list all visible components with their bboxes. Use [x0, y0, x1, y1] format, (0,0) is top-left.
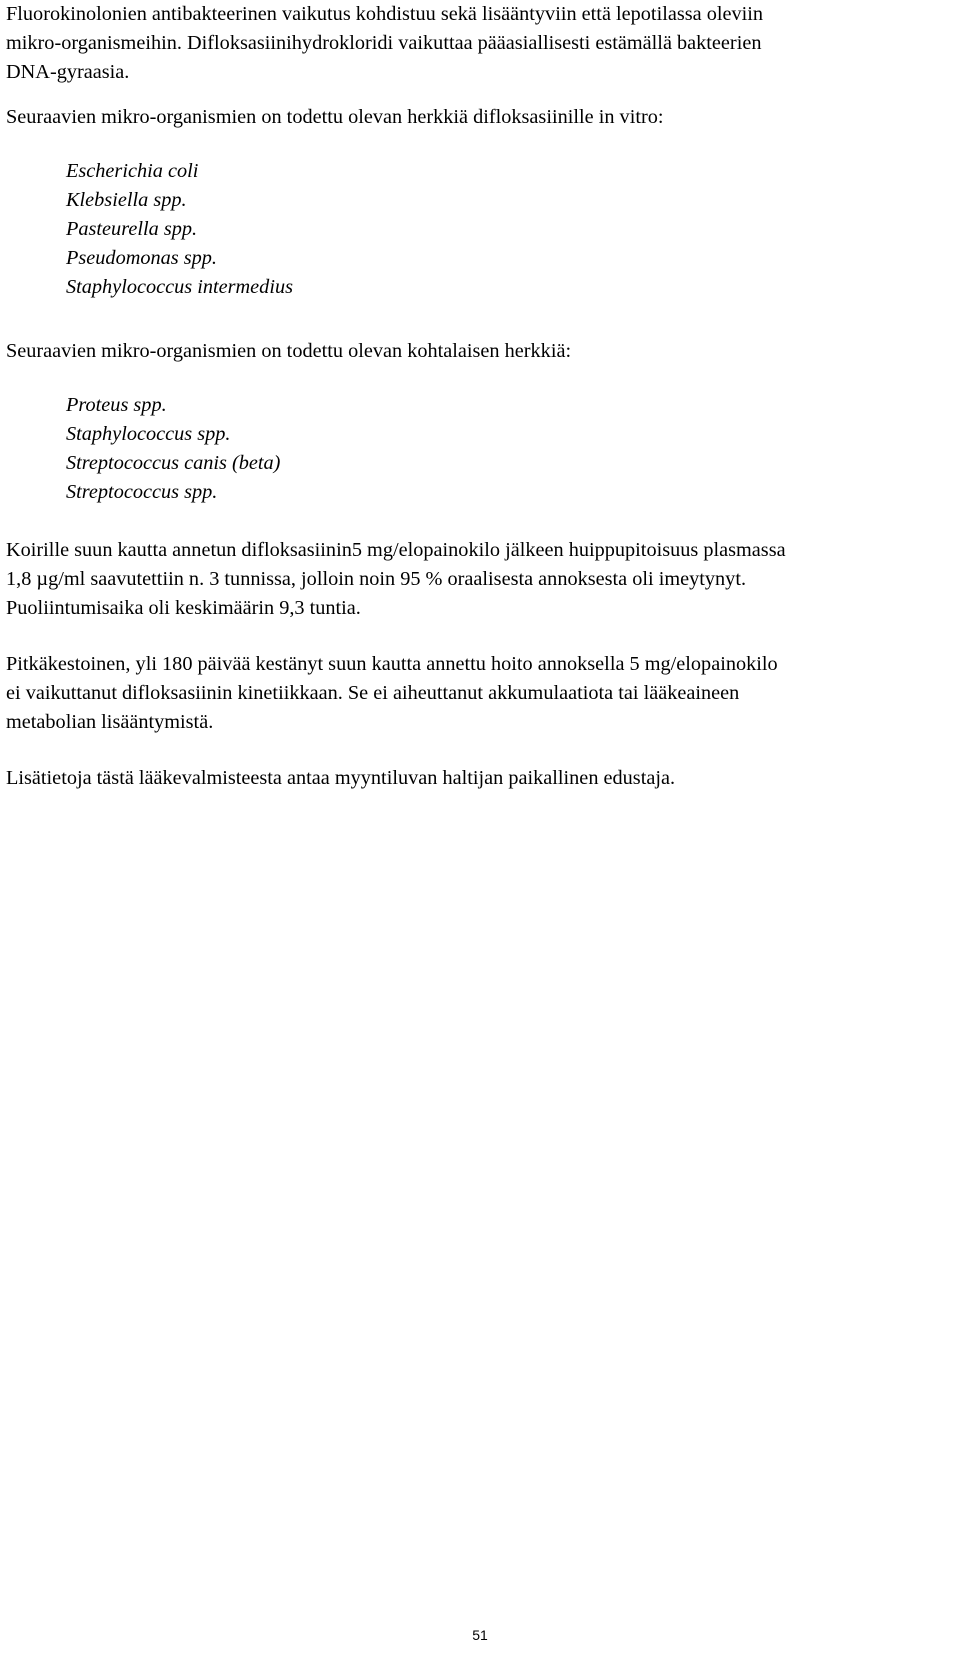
- intro-line-1: Fluorokinolonien antibakteerinen vaikutus kohdistuu sekä lisääntyviin että lepotilassa oleviin: [6, 3, 764, 25]
- more-info-paragraph: Lisätietoja tästä lääkevalmisteesta antaa myyntiluvan haltijan paikallinen edustaja.: [6, 767, 676, 789]
- pk-line-3: Puoliintumisaika oli keskimäärin 9,3 tuntia.: [6, 597, 361, 619]
- longterm-line-1: Pitkäkestoinen, yli 180 päivää kestänyt suun kautta annettu hoito annoksella 5 mg/elopainokilo: [6, 653, 778, 675]
- page-number: 51: [472, 1627, 488, 1643]
- moderate-organism-list: [66, 391, 280, 507]
- longterm-line-2: ei vaikuttanut difloksasiinin kinetiikkaan. Se ei aiheuttanut akkumulaatiota tai lääkeaineen: [6, 682, 740, 704]
- pk-line-2: 1,8 µg/ml saavutettiin n. 3 tunnissa, jolloin noin 95 % oraalisesta annoksesta oli imeytynyt.: [6, 568, 747, 590]
- moderate-heading: Seuraavien mikro-organismien on todettu olevan kohtalaisen herkkiä:: [6, 340, 572, 362]
- organism-item: Staphylococcus intermedius: [66, 276, 293, 298]
- sensitive-heading: Seuraavien mikro-organismien on todettu olevan herkkiä difloksasiinille in vitro:: [6, 106, 664, 128]
- intro-paragraph: [6, 0, 956, 87]
- intro-line-3: DNA-gyraasia.: [6, 61, 130, 83]
- organism-item: Proteus spp.: [66, 394, 167, 416]
- long-term-treatment-paragraph: [6, 650, 956, 737]
- organism-item: Pseudomonas spp.: [66, 247, 217, 269]
- organism-item: Streptococcus spp.: [66, 481, 218, 503]
- intro-line-2: mikro-organismeihin. Difloksasiinihydrokloridi vaikuttaa pääasiallisesti estämällä bakteerien: [6, 32, 762, 54]
- pharmacokinetics-paragraph: [6, 536, 956, 623]
- pk-line-1: Koirille suun kautta annetun difloksasiinin5 mg/elopainokilo jälkeen huippupitoisuus plasmassa: [6, 539, 786, 561]
- organism-item: Streptococcus canis (beta): [66, 452, 281, 474]
- sensitive-organism-list: [66, 157, 293, 302]
- organism-item: Pasteurella spp.: [66, 218, 198, 240]
- organism-item: Escherichia coli: [66, 160, 199, 182]
- organism-item: Klebsiella spp.: [66, 189, 187, 211]
- organism-item: Staphylococcus spp.: [66, 423, 231, 445]
- longterm-line-3: metabolian lisääntymistä.: [6, 711, 214, 733]
